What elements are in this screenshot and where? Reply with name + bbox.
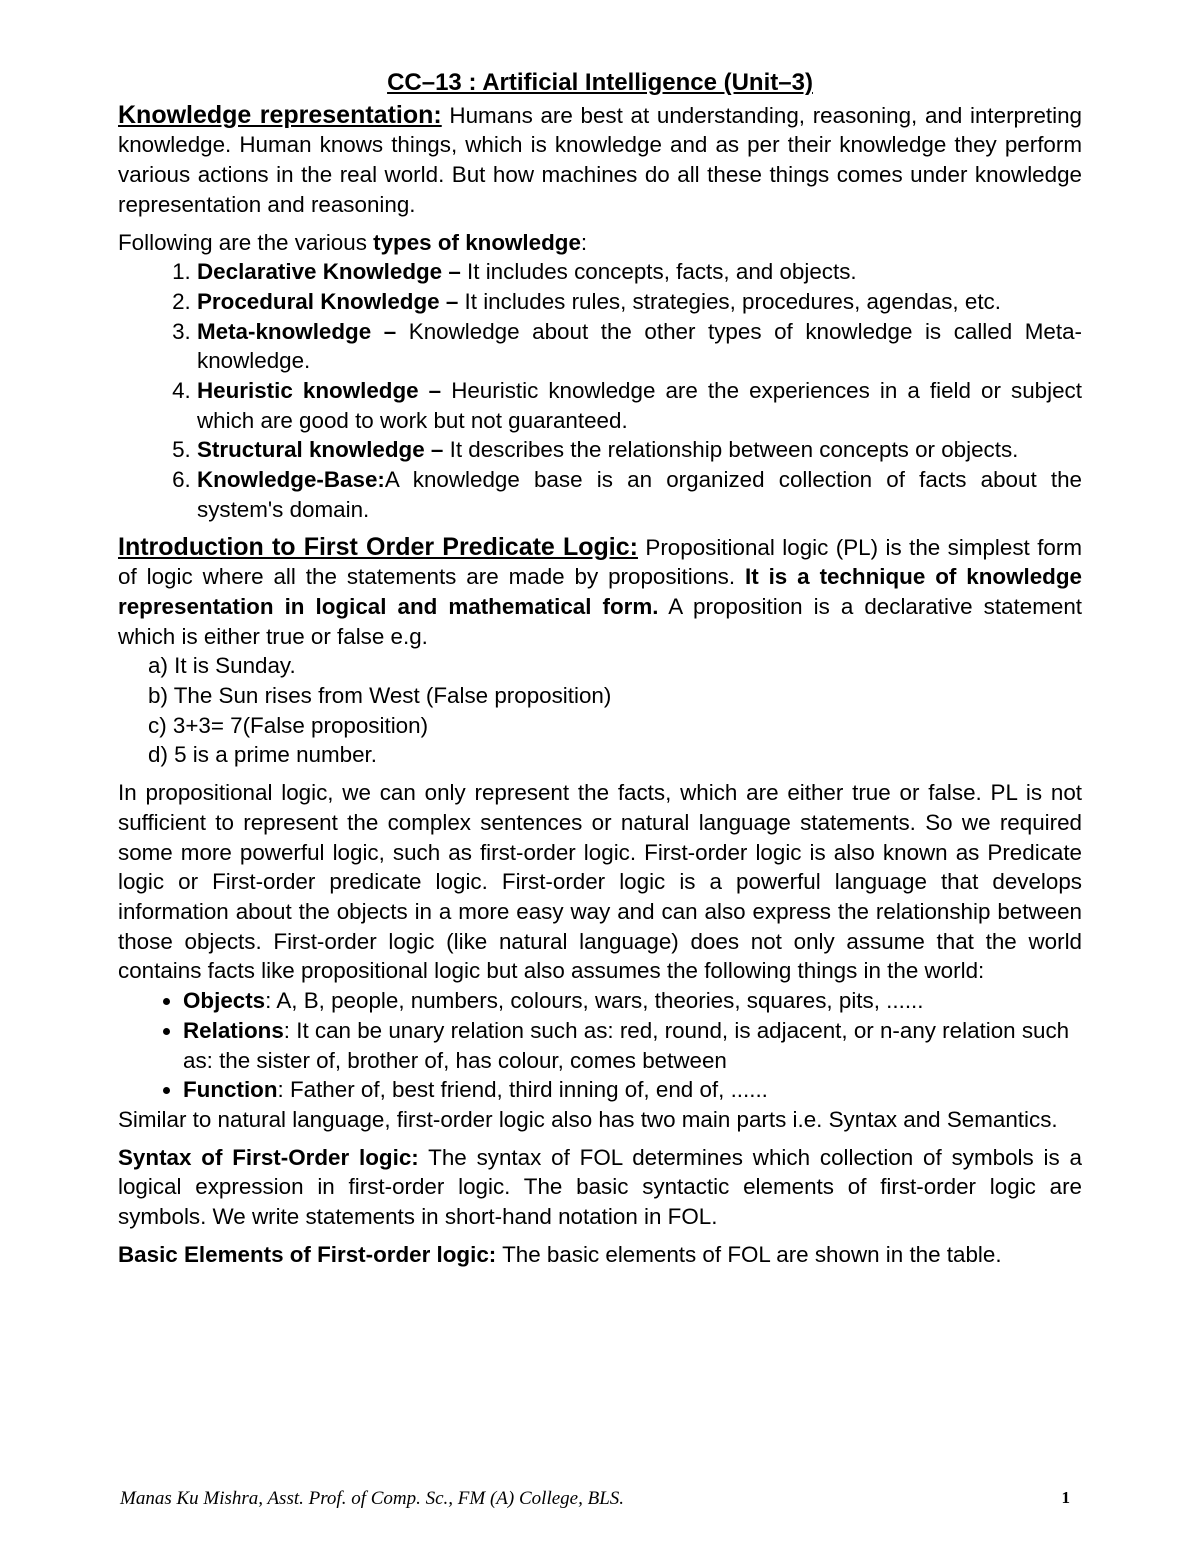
syntax-paragraph — [118, 1143, 1082, 1232]
list-item-sep: – — [424, 437, 450, 463]
bullet-item — [183, 986, 1082, 1016]
example-item: c) 3+3= 7(False proposition) — [148, 712, 429, 738]
list-item — [197, 317, 1082, 376]
list-item-desc: It describes the relationship between concepts or objects. — [449, 437, 1019, 463]
knowledge-types-list — [118, 257, 1082, 524]
example-item: a) It is Sunday. — [148, 653, 296, 679]
list-item-term: Structural knowledge — [197, 437, 425, 463]
syntax-text: The syntax of FOL determines which collection of symbols is a logical expression in first-order logic. The basic syntactic elements of first-order logic are symbols. We write statements in short-hand notation in FOL. — [118, 1144, 1082, 1230]
example-item: b) The Sun rises from West (False proposition) — [148, 683, 612, 709]
bullet-term: Function — [183, 1077, 278, 1103]
list-item-term: Declarative Knowledge — [197, 259, 443, 285]
fopl-heading: Introduction to First Order Predicate Logic: — [118, 532, 638, 561]
list-item-desc: It includes concepts, facts, and objects. — [467, 259, 857, 285]
fol-assumptions-list — [118, 986, 1082, 1105]
bullet-item — [183, 1075, 1082, 1105]
list-item — [197, 435, 1082, 465]
basic-elements-paragraph — [118, 1240, 1082, 1270]
syntax-heading: Syntax of First-Order logic: — [118, 1144, 419, 1170]
syntax-semantics-paragraph: Similar to natural language, first-order logic also has two main parts i.e. Syntax and Semantics. — [118, 1106, 1058, 1132]
fopl-text-end: A proposition is a declarative statement which is either true or false e.g. — [118, 593, 1083, 649]
types-intro-colon: : — [580, 229, 588, 255]
fopl-paragraph — [118, 533, 1082, 652]
list-item-desc: Knowledge about the other types of knowledge is called Meta-knowledge. — [197, 318, 1082, 374]
list-item-desc: It includes rules, strategies, procedures, agendas, etc. — [464, 288, 1001, 314]
list-item-desc: A knowledge base is an organized collection of facts about the system's domain. — [197, 467, 1082, 522]
list-item-sep: – — [442, 259, 468, 285]
bullet-item — [183, 1016, 1082, 1075]
proposition-examples — [118, 651, 1082, 770]
fopl-text: Propositional logic (PL) is the simplest form of logic where all the statements are made by propositions. — [118, 534, 1082, 590]
list-item — [197, 465, 1082, 524]
example-item: d) 5 is a prime number. — [148, 742, 377, 768]
basic-elements-heading: Basic Elements of First-order logic: — [118, 1241, 497, 1267]
bullet-desc: : Father of, best friend, third inning of, end of, ...... — [277, 1077, 768, 1103]
types-intro-bold: types of knowledge — [373, 229, 581, 255]
propositional-logic-paragraph: In propositional logic, we can only represent the facts, which are either true or false. PL is not sufficient to represent the complex sentences or natural language statements. So we required some more powerful logic, such as first-order logic. First-order logic is also known as Predicate logic or First-order predicate logic. First-order logic is a powerful language that develops information about the objects in a more easy way and can also express the relationship between those objects. First-order logic (like natural language) does not only assume that the world contains facts like propositional logic but also assumes the following things in the world: — [118, 780, 1082, 984]
page-title: CC–13 : Artificial Intelligence (Unit–3) — [387, 69, 813, 96]
knowledge-representation-text: Humans are best at understanding, reasoning, and interpreting knowledge. Human knows things, which is knowledge and as per their knowledge they perform various actions in the real world. But how machines do all these things comes under knowledge representation and reasoning. — [118, 102, 1083, 217]
basic-elements-text: The basic elements of FOL are shown in the table. — [496, 1241, 1002, 1267]
list-item-sep: – — [418, 378, 452, 404]
page-content — [118, 68, 1082, 1269]
footer-author: Manas Ku Mishra, Asst. Prof. of Comp. Sc., FM (A) College, BLS. — [120, 1488, 625, 1509]
list-item-term: Heuristic knowledge — [197, 378, 419, 404]
bullet-desc: : It can be unary relation such as: red, round, is adjacent, or n-any relation such as: the sister of, brother of, has colour, comes between — [183, 1017, 1070, 1073]
list-item-sep: – — [439, 288, 465, 314]
fopl-bold-text: It is a technique of knowledge representation in logical and mathematical form. — [118, 564, 1082, 619]
knowledge-representation-paragraph — [118, 101, 1082, 220]
list-item — [197, 257, 1082, 287]
types-intro — [118, 228, 1082, 258]
list-item — [197, 376, 1082, 435]
page-number: 1 — [1061, 1488, 1070, 1507]
bullet-term: Objects — [183, 988, 266, 1014]
bullet-term: Relations — [183, 1017, 284, 1043]
types-intro-text: Following are the various — [118, 229, 374, 255]
list-item-desc: Heuristic knowledge are the experiences in a field or subject which are good to work but not guaranteed. — [197, 378, 1082, 433]
list-item-term: Procedural Knowledge — [197, 288, 440, 314]
list-item-term: Meta-knowledge — [197, 318, 372, 344]
list-item-sep: – — [371, 318, 409, 344]
list-item-term: Knowledge-Base: — [197, 467, 385, 493]
knowledge-representation-heading: Knowledge representation: — [118, 100, 442, 129]
bullet-desc: : A, B, people, numbers, colours, wars, theories, squares, pits, ...... — [265, 988, 924, 1014]
list-item — [197, 287, 1082, 317]
